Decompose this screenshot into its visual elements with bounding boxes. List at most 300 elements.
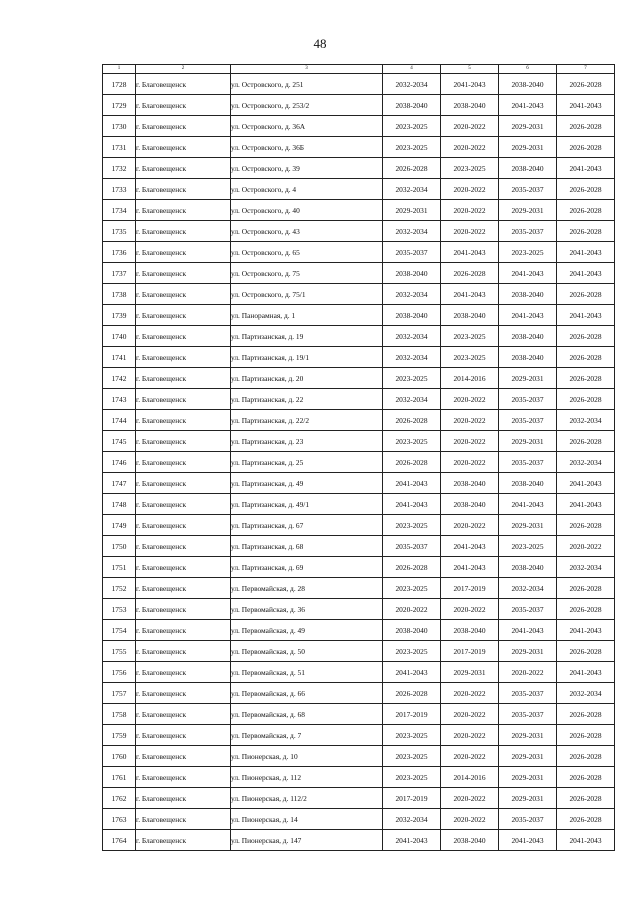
settlement-cell: г. Благовещенск	[136, 389, 231, 410]
address-cell: ул. Панорамная, д. 1	[231, 305, 383, 326]
period-cell: 2041-2043	[383, 494, 441, 515]
row-number: 1758	[103, 704, 136, 725]
period-cell: 2026-2028	[557, 137, 615, 158]
address-cell: ул. Пионерская, д. 112	[231, 767, 383, 788]
period-cell: 2041-2043	[383, 830, 441, 851]
period-cell: 2029-2031	[499, 746, 557, 767]
row-number: 1745	[103, 431, 136, 452]
row-number: 1749	[103, 515, 136, 536]
period-cell: 2029-2031	[499, 641, 557, 662]
period-cell: 2035-2037	[499, 389, 557, 410]
row-number: 1743	[103, 389, 136, 410]
period-cell: 2041-2043	[557, 95, 615, 116]
period-cell: 2020-2022	[441, 452, 499, 473]
row-number: 1742	[103, 368, 136, 389]
address-cell: ул. Пионерская, д. 10	[231, 746, 383, 767]
row-number: 1736	[103, 242, 136, 263]
settlement-cell: г. Благовещенск	[136, 515, 231, 536]
row-number: 1733	[103, 179, 136, 200]
settlement-cell: г. Благовещенск	[136, 578, 231, 599]
period-cell: 2017-2019	[383, 704, 441, 725]
period-cell: 2023-2025	[499, 536, 557, 557]
settlement-cell: г. Благовещенск	[136, 452, 231, 473]
period-cell: 2023-2025	[383, 641, 441, 662]
address-cell: ул. Партизанская, д. 23	[231, 431, 383, 452]
settlement-cell: г. Благовещенск	[136, 536, 231, 557]
period-cell: 2041-2043	[557, 494, 615, 515]
column-header: 5	[441, 65, 499, 74]
row-number: 1741	[103, 347, 136, 368]
address-cell: ул. Островского, д. 36А	[231, 116, 383, 137]
period-cell: 2032-2034	[557, 683, 615, 704]
address-cell: ул. Партизанская, д. 69	[231, 557, 383, 578]
period-cell: 2023-2025	[441, 326, 499, 347]
period-cell: 2038-2040	[499, 557, 557, 578]
table-row	[103, 305, 615, 326]
period-cell: 2029-2031	[499, 368, 557, 389]
table-row	[103, 221, 615, 242]
address-cell: ул. Островского, д. 36Б	[231, 137, 383, 158]
period-cell: 2032-2034	[383, 389, 441, 410]
row-number: 1754	[103, 620, 136, 641]
row-number: 1764	[103, 830, 136, 851]
column-header: 3	[231, 65, 383, 74]
period-cell: 2017-2019	[441, 641, 499, 662]
settlement-cell: г. Благовещенск	[136, 662, 231, 683]
table-row	[103, 788, 615, 809]
period-cell: 2038-2040	[383, 305, 441, 326]
period-cell: 2029-2031	[441, 662, 499, 683]
period-cell: 2038-2040	[499, 473, 557, 494]
table-row	[103, 95, 615, 116]
period-cell: 2038-2040	[383, 263, 441, 284]
period-cell: 2020-2022	[441, 809, 499, 830]
row-number: 1763	[103, 809, 136, 830]
period-cell: 2032-2034	[383, 74, 441, 95]
table-row	[103, 284, 615, 305]
period-cell: 2038-2040	[499, 284, 557, 305]
row-number: 1738	[103, 284, 136, 305]
period-cell: 2023-2025	[383, 368, 441, 389]
row-number: 1739	[103, 305, 136, 326]
period-cell: 2035-2037	[499, 221, 557, 242]
period-cell: 2017-2019	[441, 578, 499, 599]
settlement-cell: г. Благовещенск	[136, 95, 231, 116]
period-cell: 2035-2037	[499, 683, 557, 704]
table-row	[103, 515, 615, 536]
settlement-cell: г. Благовещенск	[136, 704, 231, 725]
address-cell: ул. Партизанская, д. 67	[231, 515, 383, 536]
address-cell: ул. Пионерская, д. 14	[231, 809, 383, 830]
address-cell: ул. Партизанская, д. 22	[231, 389, 383, 410]
settlement-cell: г. Благовещенск	[136, 200, 231, 221]
period-cell: 2026-2028	[557, 767, 615, 788]
period-cell: 2023-2025	[383, 746, 441, 767]
address-cell: ул. Островского, д. 251	[231, 74, 383, 95]
period-cell: 2029-2031	[499, 116, 557, 137]
table-row	[103, 368, 615, 389]
settlement-cell: г. Благовещенск	[136, 788, 231, 809]
period-cell: 2020-2022	[441, 515, 499, 536]
period-cell: 2041-2043	[557, 242, 615, 263]
table-row	[103, 179, 615, 200]
period-cell: 2041-2043	[441, 242, 499, 263]
table-row	[103, 767, 615, 788]
settlement-cell: г. Благовещенск	[136, 830, 231, 851]
period-cell: 2020-2022	[441, 599, 499, 620]
period-cell: 2035-2037	[499, 704, 557, 725]
settlement-cell: г. Благовещенск	[136, 683, 231, 704]
period-cell: 2023-2025	[383, 767, 441, 788]
address-cell: ул. Островского, д. 39	[231, 158, 383, 179]
page-number: 48	[313, 36, 327, 51]
period-cell: 2026-2028	[557, 179, 615, 200]
address-cell: ул. Первомайская, д. 36	[231, 599, 383, 620]
period-cell: 2038-2040	[441, 620, 499, 641]
period-cell: 2038-2040	[441, 95, 499, 116]
period-cell: 2026-2028	[383, 557, 441, 578]
settlement-cell: г. Благовещенск	[136, 221, 231, 242]
period-cell: 2020-2022	[441, 221, 499, 242]
table-row	[103, 599, 615, 620]
period-cell: 2038-2040	[499, 158, 557, 179]
settlement-cell: г. Благовещенск	[136, 557, 231, 578]
settlement-cell: г. Благовещенск	[136, 620, 231, 641]
period-cell: 2032-2034	[557, 557, 615, 578]
period-cell: 2041-2043	[441, 536, 499, 557]
table-row	[103, 683, 615, 704]
row-number: 1746	[103, 452, 136, 473]
address-cell: ул. Островского, д. 253/2	[231, 95, 383, 116]
period-cell: 2029-2031	[499, 431, 557, 452]
period-cell: 2041-2043	[441, 284, 499, 305]
period-cell: 2023-2025	[383, 515, 441, 536]
period-cell: 2041-2043	[557, 620, 615, 641]
period-cell: 2026-2028	[557, 431, 615, 452]
table-row	[103, 704, 615, 725]
period-cell: 2020-2022	[441, 704, 499, 725]
address-cell: ул. Партизанская, д. 20	[231, 368, 383, 389]
address-cell: ул. Первомайская, д. 68	[231, 704, 383, 725]
period-cell: 2014-2016	[441, 767, 499, 788]
period-cell: 2029-2031	[499, 137, 557, 158]
table-row	[103, 494, 615, 515]
settlement-cell: г. Благовещенск	[136, 242, 231, 263]
settlement-cell: г. Благовещенск	[136, 473, 231, 494]
period-cell: 2032-2034	[383, 347, 441, 368]
period-cell: 2023-2025	[383, 578, 441, 599]
period-cell: 2023-2025	[383, 725, 441, 746]
address-cell: ул. Партизанская, д. 22/2	[231, 410, 383, 431]
period-cell: 2032-2034	[557, 410, 615, 431]
row-number: 1751	[103, 557, 136, 578]
row-number: 1747	[103, 473, 136, 494]
period-cell: 2041-2043	[557, 263, 615, 284]
column-header: 4	[383, 65, 441, 74]
address-cell: ул. Первомайская, д. 49	[231, 620, 383, 641]
table-row	[103, 746, 615, 767]
settlement-cell: г. Благовещенск	[136, 410, 231, 431]
period-cell: 2026-2028	[557, 599, 615, 620]
period-cell: 2020-2022	[441, 431, 499, 452]
row-number: 1760	[103, 746, 136, 767]
period-cell: 2041-2043	[441, 557, 499, 578]
row-number: 1755	[103, 641, 136, 662]
address-cell: ул. Первомайская, д. 50	[231, 641, 383, 662]
period-cell: 2035-2037	[499, 809, 557, 830]
settlement-cell: г. Благовещенск	[136, 599, 231, 620]
period-cell: 2032-2034	[383, 326, 441, 347]
row-number: 1750	[103, 536, 136, 557]
period-cell: 2032-2034	[557, 452, 615, 473]
period-cell: 2017-2019	[383, 788, 441, 809]
table-row	[103, 809, 615, 830]
period-cell: 2020-2022	[441, 116, 499, 137]
table-row	[103, 830, 615, 851]
period-cell: 2041-2043	[383, 473, 441, 494]
table-row	[103, 158, 615, 179]
period-cell: 2029-2031	[499, 515, 557, 536]
period-cell: 2026-2028	[557, 116, 615, 137]
period-cell: 2038-2040	[441, 494, 499, 515]
period-cell: 2026-2028	[557, 746, 615, 767]
period-cell: 2023-2025	[441, 347, 499, 368]
table-row	[103, 473, 615, 494]
address-cell: ул. Партизанская, д. 49/1	[231, 494, 383, 515]
period-cell: 2023-2025	[499, 242, 557, 263]
period-cell: 2029-2031	[499, 200, 557, 221]
period-cell: 2020-2022	[441, 389, 499, 410]
period-cell: 2026-2028	[557, 725, 615, 746]
settlement-cell: г. Благовещенск	[136, 725, 231, 746]
table-row	[103, 536, 615, 557]
period-cell: 2023-2025	[441, 158, 499, 179]
period-cell: 2032-2034	[383, 809, 441, 830]
period-cell: 2026-2028	[383, 158, 441, 179]
period-cell: 2026-2028	[383, 452, 441, 473]
row-number: 1756	[103, 662, 136, 683]
table-row	[103, 431, 615, 452]
row-number: 1759	[103, 725, 136, 746]
period-cell: 2020-2022	[441, 788, 499, 809]
table-row	[103, 410, 615, 431]
period-cell: 2041-2043	[499, 305, 557, 326]
settlement-cell: г. Благовещенск	[136, 137, 231, 158]
period-cell: 2035-2037	[383, 536, 441, 557]
table-row	[103, 557, 615, 578]
settlement-cell: г. Благовещенск	[136, 641, 231, 662]
table-row	[103, 389, 615, 410]
row-number: 1737	[103, 263, 136, 284]
period-cell: 2026-2028	[557, 809, 615, 830]
column-header: 1	[103, 65, 136, 74]
period-cell: 2020-2022	[441, 725, 499, 746]
address-cell: ул. Первомайская, д. 28	[231, 578, 383, 599]
period-cell: 2023-2025	[383, 116, 441, 137]
period-cell: 2041-2043	[499, 95, 557, 116]
row-number: 1730	[103, 116, 136, 137]
period-cell: 2026-2028	[557, 578, 615, 599]
row-number: 1728	[103, 74, 136, 95]
address-cell: ул. Партизанская, д. 68	[231, 536, 383, 557]
period-cell: 2038-2040	[499, 74, 557, 95]
period-cell: 2023-2025	[383, 431, 441, 452]
table-row	[103, 116, 615, 137]
settlement-cell: г. Благовещенск	[136, 347, 231, 368]
period-cell: 2038-2040	[499, 326, 557, 347]
address-cell: ул. Островского, д. 75/1	[231, 284, 383, 305]
period-cell: 2026-2028	[557, 389, 615, 410]
period-cell: 2020-2022	[383, 599, 441, 620]
address-cell: ул. Первомайская, д. 7	[231, 725, 383, 746]
settlement-cell: г. Благовещенск	[136, 746, 231, 767]
row-number: 1732	[103, 158, 136, 179]
address-cell: ул. Островского, д. 65	[231, 242, 383, 263]
period-cell: 2029-2031	[383, 200, 441, 221]
period-cell: 2020-2022	[441, 179, 499, 200]
settlement-cell: г. Благовещенск	[136, 431, 231, 452]
period-cell: 2041-2043	[557, 473, 615, 494]
period-cell: 2026-2028	[557, 221, 615, 242]
period-cell: 2026-2028	[441, 263, 499, 284]
row-number: 1748	[103, 494, 136, 515]
period-cell: 2026-2028	[557, 326, 615, 347]
table-row	[103, 578, 615, 599]
period-cell: 2026-2028	[557, 74, 615, 95]
period-cell: 2041-2043	[499, 830, 557, 851]
period-cell: 2026-2028	[557, 515, 615, 536]
period-cell: 2038-2040	[383, 95, 441, 116]
address-cell: ул. Островского, д. 4	[231, 179, 383, 200]
settlement-cell: г. Благовещенск	[136, 179, 231, 200]
table-row	[103, 74, 615, 95]
address-cell: ул. Пионерская, д. 112/2	[231, 788, 383, 809]
row-number: 1729	[103, 95, 136, 116]
period-cell: 2032-2034	[383, 221, 441, 242]
row-number: 1744	[103, 410, 136, 431]
period-cell: 2035-2037	[499, 410, 557, 431]
period-cell: 2035-2037	[383, 242, 441, 263]
period-cell: 2020-2022	[557, 536, 615, 557]
period-cell: 2038-2040	[499, 347, 557, 368]
period-cell: 2026-2028	[557, 788, 615, 809]
table-row	[103, 242, 615, 263]
period-cell: 2038-2040	[441, 473, 499, 494]
period-cell: 2029-2031	[499, 767, 557, 788]
column-header: 6	[499, 65, 557, 74]
period-cell: 2014-2016	[441, 368, 499, 389]
address-cell: ул. Партизанская, д. 19/1	[231, 347, 383, 368]
column-header: 2	[136, 65, 231, 74]
address-cell: ул. Островского, д. 40	[231, 200, 383, 221]
table-row	[103, 200, 615, 221]
period-cell: 2026-2028	[557, 200, 615, 221]
period-cell: 2041-2043	[499, 494, 557, 515]
row-number: 1761	[103, 767, 136, 788]
address-cell: ул. Партизанская, д. 19	[231, 326, 383, 347]
settlement-cell: г. Благовещенск	[136, 368, 231, 389]
settlement-cell: г. Благовещенск	[136, 284, 231, 305]
settlement-cell: г. Благовещенск	[136, 494, 231, 515]
address-cell: ул. Первомайская, д. 66	[231, 683, 383, 704]
period-cell: 2041-2043	[499, 263, 557, 284]
column-header: 7	[557, 65, 615, 74]
table-row	[103, 641, 615, 662]
period-cell: 2032-2034	[383, 284, 441, 305]
period-cell: 2020-2022	[499, 662, 557, 683]
period-cell: 2026-2028	[383, 683, 441, 704]
column-number-row	[103, 65, 615, 74]
settlement-cell: г. Благовещенск	[136, 158, 231, 179]
period-cell: 2035-2037	[499, 452, 557, 473]
row-number: 1731	[103, 137, 136, 158]
row-number: 1753	[103, 599, 136, 620]
period-cell: 2038-2040	[441, 830, 499, 851]
table-row	[103, 452, 615, 473]
period-cell: 2020-2022	[441, 746, 499, 767]
row-number: 1735	[103, 221, 136, 242]
settlement-cell: г. Благовещенск	[136, 767, 231, 788]
settlement-cell: г. Благовещенск	[136, 74, 231, 95]
row-number: 1757	[103, 683, 136, 704]
table-row	[103, 326, 615, 347]
period-cell: 2035-2037	[499, 599, 557, 620]
period-cell: 2038-2040	[441, 305, 499, 326]
period-cell: 2032-2034	[383, 179, 441, 200]
settlement-cell: г. Благовещенск	[136, 809, 231, 830]
period-cell: 2026-2028	[557, 641, 615, 662]
period-cell: 2041-2043	[383, 662, 441, 683]
address-cell: ул. Пионерская, д. 147	[231, 830, 383, 851]
row-number: 1762	[103, 788, 136, 809]
table-row	[103, 620, 615, 641]
period-cell: 2038-2040	[383, 620, 441, 641]
address-cell: ул. Партизанская, д. 49	[231, 473, 383, 494]
address-cell: ул. Островского, д. 75	[231, 263, 383, 284]
period-cell: 2026-2028	[557, 284, 615, 305]
row-number: 1740	[103, 326, 136, 347]
period-cell: 2026-2028	[383, 410, 441, 431]
period-cell: 2020-2022	[441, 137, 499, 158]
period-cell: 2026-2028	[557, 368, 615, 389]
settlement-cell: г. Благовещенск	[136, 305, 231, 326]
period-cell: 2041-2043	[557, 830, 615, 851]
period-cell: 2035-2037	[499, 179, 557, 200]
address-cell: ул. Первомайская, д. 51	[231, 662, 383, 683]
period-cell: 2026-2028	[557, 347, 615, 368]
period-cell: 2041-2043	[499, 620, 557, 641]
period-cell: 2032-2034	[499, 578, 557, 599]
address-cell: ул. Островского, д. 43	[231, 221, 383, 242]
period-cell: 2026-2028	[557, 704, 615, 725]
address-cell: ул. Партизанская, д. 25	[231, 452, 383, 473]
settlement-cell: г. Благовещенск	[136, 326, 231, 347]
period-cell: 2020-2022	[441, 410, 499, 431]
period-cell: 2041-2043	[441, 74, 499, 95]
period-cell: 2041-2043	[557, 158, 615, 179]
row-number: 1734	[103, 200, 136, 221]
period-cell: 2041-2043	[557, 305, 615, 326]
table-row	[103, 662, 615, 683]
table-row	[103, 725, 615, 746]
row-number: 1752	[103, 578, 136, 599]
table-row	[103, 137, 615, 158]
settlement-cell: г. Благовещенск	[136, 263, 231, 284]
period-cell: 2029-2031	[499, 725, 557, 746]
period-cell: 2020-2022	[441, 683, 499, 704]
table-row	[103, 263, 615, 284]
period-cell: 2020-2022	[441, 200, 499, 221]
